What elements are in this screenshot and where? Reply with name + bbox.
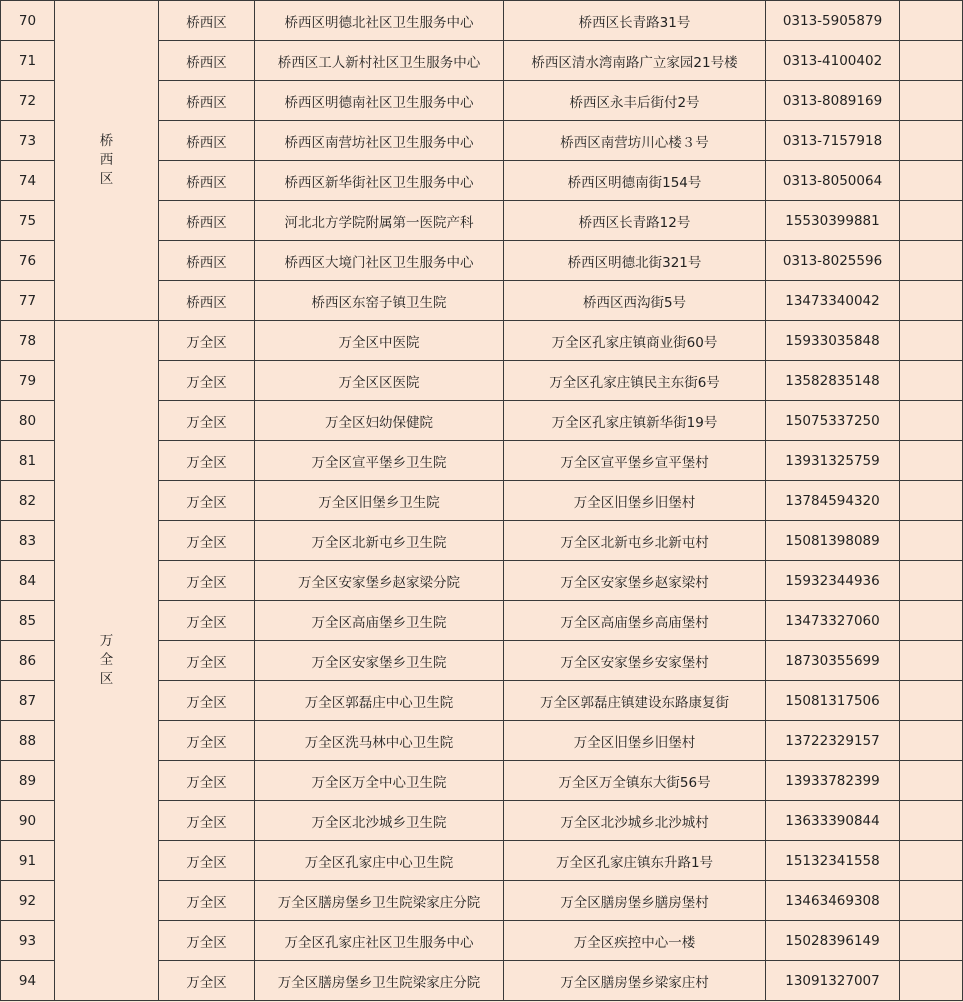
- row-number: 94: [1, 961, 55, 1001]
- phone-cell: 15081317506: [766, 681, 900, 721]
- phone-cell: 13784594320: [766, 481, 900, 521]
- empty-cell: [900, 201, 963, 241]
- empty-cell: [900, 41, 963, 81]
- table-body: [1, 1, 963, 1001]
- area-cell: 万全区: [159, 961, 255, 1001]
- address-cell: 万全区旧堡乡旧堡村: [504, 481, 766, 521]
- facility-name-cell: 桥西区工人新村社区卫生服务中心: [255, 41, 504, 81]
- empty-cell: [900, 921, 963, 961]
- address-cell: 万全区疾控中心一楼: [504, 921, 766, 961]
- area-cell: 桥西区: [159, 41, 255, 81]
- empty-cell: [900, 241, 963, 281]
- phone-cell: 15028396149: [766, 921, 900, 961]
- area-cell: 万全区: [159, 761, 255, 801]
- facility-name-cell: 桥西区大境门社区卫生服务中心: [255, 241, 504, 281]
- empty-cell: [900, 441, 963, 481]
- row-number: 89: [1, 761, 55, 801]
- address-cell: 万全区孔家庄镇新华街19号: [504, 401, 766, 441]
- empty-cell: [900, 961, 963, 1001]
- address-cell: 万全区膳房堡乡梁家庄村: [504, 961, 766, 1001]
- facility-name-cell: 万全区孔家庄社区卫生服务中心: [255, 921, 504, 961]
- empty-cell: [900, 601, 963, 641]
- empty-cell: [900, 841, 963, 881]
- facility-name-cell: 万全区安家堡乡赵家梁分院: [255, 561, 504, 601]
- facility-name-cell: 万全区北新屯乡卫生院: [255, 521, 504, 561]
- address-cell: 万全区孔家庄镇民主东街6号: [504, 361, 766, 401]
- phone-cell: 13633390844: [766, 801, 900, 841]
- facility-name-cell: 万全区郭磊庄中心卫生院: [255, 681, 504, 721]
- address-cell: 万全区安家堡乡安家堡村: [504, 641, 766, 681]
- row-number: 73: [1, 121, 55, 161]
- facility-name-cell: 万全区中医院: [255, 321, 504, 361]
- phone-cell: 0313-8025596: [766, 241, 900, 281]
- area-cell: 万全区: [159, 481, 255, 521]
- area-cell: 桥西区: [159, 281, 255, 321]
- phone-cell: 13463469308: [766, 881, 900, 921]
- facility-name-cell: 万全区宣平堡乡卫生院: [255, 441, 504, 481]
- phone-cell: 15530399881: [766, 201, 900, 241]
- facility-name-cell: 万全区北沙城乡卫生院: [255, 801, 504, 841]
- district-group-cell: [55, 1, 159, 321]
- address-cell: 桥西区明德北街321号: [504, 241, 766, 281]
- address-cell: 万全区万全镇东大街56号: [504, 761, 766, 801]
- facility-name-cell: 万全区膳房堡乡卫生院梁家庄分院: [255, 961, 504, 1001]
- empty-cell: [900, 561, 963, 601]
- row-number: 85: [1, 601, 55, 641]
- area-cell: 桥西区: [159, 241, 255, 281]
- area-cell: 万全区: [159, 881, 255, 921]
- row-number: 76: [1, 241, 55, 281]
- area-cell: 万全区: [159, 681, 255, 721]
- table-row: [1, 1, 963, 41]
- facility-name-cell: 桥西区东窑子镇卫生院: [255, 281, 504, 321]
- row-number: 92: [1, 881, 55, 921]
- phone-cell: 13722329157: [766, 721, 900, 761]
- row-number: 86: [1, 641, 55, 681]
- area-cell: 万全区: [159, 401, 255, 441]
- area-cell: 万全区: [159, 841, 255, 881]
- phone-cell: 13091327007: [766, 961, 900, 1001]
- facility-name-cell: 河北北方学院附属第一医院产科: [255, 201, 504, 241]
- facility-name-cell: 万全区安家堡乡卫生院: [255, 641, 504, 681]
- empty-cell: [900, 681, 963, 721]
- facility-name-cell: 万全区妇幼保健院: [255, 401, 504, 441]
- empty-cell: [900, 481, 963, 521]
- phone-cell: 18730355699: [766, 641, 900, 681]
- facility-name-cell: 万全区旧堡乡卫生院: [255, 481, 504, 521]
- address-cell: 桥西区南营坊川心楼３号: [504, 121, 766, 161]
- phone-cell: 0313-7157918: [766, 121, 900, 161]
- facility-name-cell: 桥西区新华街社区卫生服务中心: [255, 161, 504, 201]
- empty-cell: [900, 521, 963, 561]
- address-cell: 万全区北沙城乡北沙城村: [504, 801, 766, 841]
- row-number: 84: [1, 561, 55, 601]
- area-cell: 桥西区: [159, 161, 255, 201]
- area-cell: 万全区: [159, 361, 255, 401]
- phone-cell: 13931325759: [766, 441, 900, 481]
- address-cell: 万全区膳房堡乡膳房堡村: [504, 881, 766, 921]
- area-cell: 万全区: [159, 641, 255, 681]
- address-cell: 万全区郭磊庄镇建设东路康复街: [504, 681, 766, 721]
- row-number: 79: [1, 361, 55, 401]
- row-number: 72: [1, 81, 55, 121]
- area-cell: 桥西区: [159, 201, 255, 241]
- facility-name-cell: 万全区万全中心卫生院: [255, 761, 504, 801]
- empty-cell: [900, 721, 963, 761]
- phone-cell: 15075337250: [766, 401, 900, 441]
- row-number: 87: [1, 681, 55, 721]
- address-cell: 万全区孔家庄镇东升路1号: [504, 841, 766, 881]
- row-number: 88: [1, 721, 55, 761]
- table-row: [1, 321, 963, 361]
- district-group-label: 桥西区: [99, 133, 114, 187]
- row-number: 82: [1, 481, 55, 521]
- empty-cell: [900, 281, 963, 321]
- address-cell: 桥西区明德南街154号: [504, 161, 766, 201]
- empty-cell: [900, 321, 963, 361]
- area-cell: 万全区: [159, 721, 255, 761]
- phone-cell: 0313-8050064: [766, 161, 900, 201]
- district-group-label: 万全区: [99, 633, 114, 687]
- empty-cell: [900, 641, 963, 681]
- area-cell: 万全区: [159, 801, 255, 841]
- area-cell: 桥西区: [159, 81, 255, 121]
- row-number: 71: [1, 41, 55, 81]
- row-number: 93: [1, 921, 55, 961]
- area-cell: 桥西区: [159, 121, 255, 161]
- facility-name-cell: 桥西区明德南社区卫生服务中心: [255, 81, 504, 121]
- address-cell: 万全区高庙堡乡高庙堡村: [504, 601, 766, 641]
- address-cell: 桥西区长青路12号: [504, 201, 766, 241]
- address-cell: 桥西区清水湾南路广立家园21号楼: [504, 41, 766, 81]
- row-number: 74: [1, 161, 55, 201]
- facility-name-cell: 万全区洗马林中心卫生院: [255, 721, 504, 761]
- row-number: 75: [1, 201, 55, 241]
- facility-name-cell: 万全区区医院: [255, 361, 504, 401]
- row-number: 80: [1, 401, 55, 441]
- row-number: 70: [1, 1, 55, 41]
- district-group-cell: [55, 321, 159, 1001]
- row-number: 91: [1, 841, 55, 881]
- phone-cell: 0313-8089169: [766, 81, 900, 121]
- area-cell: 万全区: [159, 321, 255, 361]
- facility-name-cell: 万全区膳房堡乡卫生院梁家庄分院: [255, 881, 504, 921]
- facility-name-cell: 桥西区明德北社区卫生服务中心: [255, 1, 504, 41]
- phone-cell: 15081398089: [766, 521, 900, 561]
- phone-cell: 13933782399: [766, 761, 900, 801]
- empty-cell: [900, 761, 963, 801]
- address-cell: 桥西区西沟街5号: [504, 281, 766, 321]
- empty-cell: [900, 121, 963, 161]
- phone-cell: 0313-5905879: [766, 1, 900, 41]
- empty-cell: [900, 161, 963, 201]
- empty-cell: [900, 361, 963, 401]
- empty-cell: [900, 881, 963, 921]
- row-number: 78: [1, 321, 55, 361]
- area-cell: 万全区: [159, 601, 255, 641]
- row-number: 83: [1, 521, 55, 561]
- address-cell: 万全区宣平堡乡宣平堡村: [504, 441, 766, 481]
- phone-cell: 13473340042: [766, 281, 900, 321]
- area-cell: 万全区: [159, 561, 255, 601]
- facility-name-cell: 万全区高庙堡乡卫生院: [255, 601, 504, 641]
- facility-name-cell: 桥西区南营坊社区卫生服务中心: [255, 121, 504, 161]
- row-number: 77: [1, 281, 55, 321]
- row-number: 81: [1, 441, 55, 481]
- area-cell: 桥西区: [159, 1, 255, 41]
- address-cell: 万全区孔家庄镇商业街60号: [504, 321, 766, 361]
- phone-cell: 13473327060: [766, 601, 900, 641]
- row-number: 90: [1, 801, 55, 841]
- address-cell: 桥西区永丰后街付2号: [504, 81, 766, 121]
- address-cell: 万全区北新屯乡北新屯村: [504, 521, 766, 561]
- address-cell: 桥西区长青路31号: [504, 1, 766, 41]
- phone-cell: 13582835148: [766, 361, 900, 401]
- empty-cell: [900, 1, 963, 41]
- phone-cell: 15132341558: [766, 841, 900, 881]
- address-cell: 万全区安家堡乡赵家梁村: [504, 561, 766, 601]
- empty-cell: [900, 801, 963, 841]
- phone-cell: 0313-4100402: [766, 41, 900, 81]
- empty-cell: [900, 81, 963, 121]
- area-cell: 万全区: [159, 921, 255, 961]
- area-cell: 万全区: [159, 441, 255, 481]
- phone-cell: 15932344936: [766, 561, 900, 601]
- empty-cell: [900, 401, 963, 441]
- area-cell: 万全区: [159, 521, 255, 561]
- phone-cell: 15933035848: [766, 321, 900, 361]
- address-cell: 万全区旧堡乡旧堡村: [504, 721, 766, 761]
- facility-name-cell: 万全区孔家庄中心卫生院: [255, 841, 504, 881]
